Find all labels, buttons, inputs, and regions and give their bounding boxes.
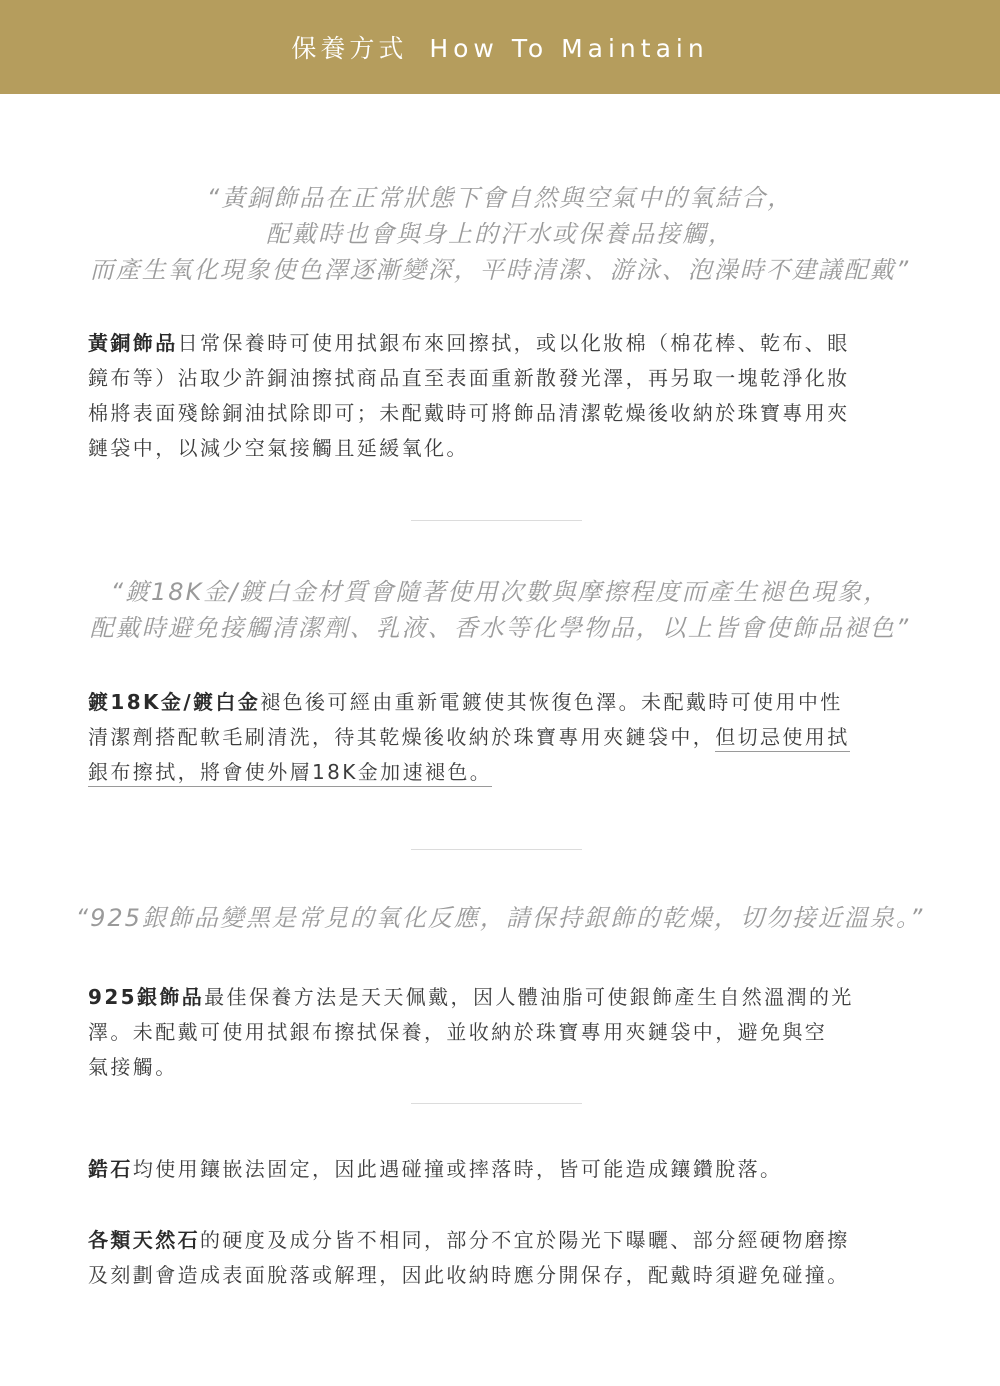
plated-text: 清潔劑搭配軟毛刷清洗，待其乾燥後收納於珠寶專用夾鏈袋中，: [88, 725, 716, 749]
brass-text: 鏈袋中，以減少空氣接觸且延緩氧化。: [88, 436, 469, 460]
zircon-paragraph: [88, 1152, 918, 1187]
zircon-heading: 鋯石: [88, 1157, 133, 1181]
brass-heading: 黃銅飾品: [88, 331, 178, 355]
plated-paragraph: [88, 685, 918, 790]
silver-text: 澤。未配戴可使用拭銀布擦拭保養，並收納於珠寶專用夾鏈袋中，避免與空: [88, 1020, 828, 1044]
silver-quote-line: “925銀飾品變黑是常見的氧化反應，請保持銀飾的乾燥，切勿接近溫泉。”: [75, 904, 925, 932]
section-divider: [411, 849, 582, 850]
plated-warning-text: 銀布擦拭，將會使外層18K金加速褪色。: [88, 760, 492, 787]
stones-text: 及刻劃會造成表面脫落或解理，因此收納時應分開保存，配戴時須避免碰撞。: [88, 1263, 850, 1287]
silver-quote: [0, 900, 1000, 936]
brass-text: 鏡布等）沾取少許銅油擦拭商品直至表面重新散發光澤，再另取一塊乾淨化妝: [88, 366, 850, 390]
stones-text: 的硬度及成分皆不相同，部分不宜於陽光下曝曬、部分經硬物磨擦: [200, 1228, 850, 1252]
brass-text: 棉將表面殘餘銅油拭除即可；未配戴時可將飾品清潔乾燥後收納於珠寶專用夾: [88, 401, 850, 425]
plated-quote-line: 配戴時避免接觸清潔劑、乳液、香水等化學物品，以上皆會使飾品褪色”: [89, 614, 911, 642]
silver-paragraph: [88, 980, 918, 1085]
plated-quote-line: “鍍18K金/鍍白金材質會隨著使用次數與摩擦程度而產生褪色現象，: [110, 578, 890, 606]
brass-quote-line: 配戴時也會與身上的汗水或保養品接觸，: [266, 220, 734, 248]
silver-text: 最佳保養方法是天天佩戴，因人體油脂可使銀飾產生自然溫潤的光: [204, 985, 854, 1009]
section-divider: [411, 520, 582, 521]
plated-text: 褪色後可經由重新電鍍使其恢復色澤。未配戴時可使用中性: [260, 690, 843, 714]
section-divider: [411, 1103, 582, 1104]
plated-heading: 鍍18K金/鍍白金: [88, 690, 261, 714]
plated-warning-text: 但切忌使用拭: [715, 725, 849, 752]
page-header: [0, 0, 1000, 94]
header-title-zh: 保養方式: [291, 34, 408, 63]
brass-quote: [0, 180, 1000, 288]
brass-paragraph: [88, 326, 918, 466]
header-title: [291, 29, 708, 65]
brass-quote-line: 而產生氧化現象使色澤逐漸變深，平時清潔、游泳、泡澡時不建議配戴”: [89, 256, 911, 284]
brass-text: 日常保養時可使用拭銀布來回擦拭，或以化妝棉（棉花棒、乾布、眼: [177, 331, 850, 355]
brass-quote-line: “黃銅飾品在正常狀態下會自然與空氣中的氧結合，: [206, 184, 794, 212]
header-title-en: How To Maintain: [429, 34, 709, 63]
zircon-text: 均使用鑲嵌法固定，因此遇碰撞或摔落時，皆可能造成鑲鑽脫落。: [132, 1157, 783, 1181]
stones-heading: 各類天然石: [88, 1228, 200, 1252]
silver-heading: 925銀飾品: [88, 985, 205, 1009]
silver-text: 氣接觸。: [88, 1055, 178, 1079]
plated-quote: [0, 574, 1000, 646]
stones-paragraph: [88, 1223, 918, 1293]
